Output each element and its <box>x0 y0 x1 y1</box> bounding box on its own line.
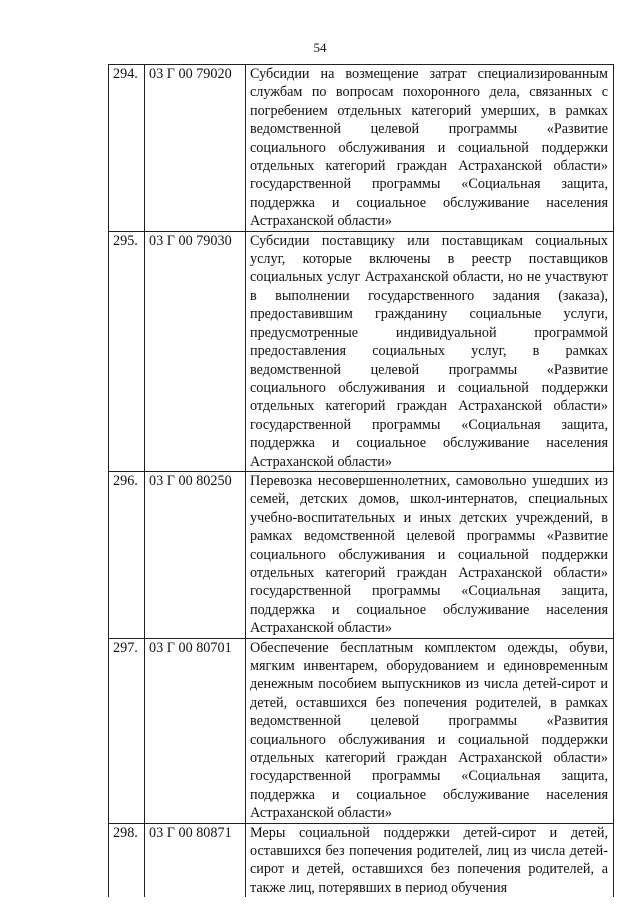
page-number: 54 <box>313 40 327 55</box>
table-row <box>109 231 614 471</box>
row-number: 295. <box>109 231 145 471</box>
row-description: Перевозка несовершеннолетних, самовольно ушедших из семей, детских домов, школ-интернатов, специальных учебно-воспитательных и иных детских учреждений, в рамках ведомственной целевой программы «Развитие социального обслуживания и социальной поддержки отдельных категорий граждан Астраханской области» государственной программы «Социальная защита, поддержка и социальное обслуживание населения Астраханской области» <box>246 471 614 638</box>
row-description <box>246 823 614 897</box>
row-description: Субсидии поставщику или поставщикам социальных услуг, которые включены в реестр поставщиков социальных услуг Астраханской области, но не участвуют в выполнении государственного задания (заказа), предоставившим гражданину социальные услуги, предусмотренные индивидуальной программой предоставления социальных услуг, в рамках ведомственной целевой программы «Развитие социального обслуживания и социальной поддержки отдельных категорий граждан Астраханской области» государственной программы «Социальная защита, поддержка и социальное обслуживание населения Астраханской области» <box>246 231 614 471</box>
row-number: 296. <box>109 471 145 638</box>
row-number: 298. <box>109 823 145 897</box>
table-row <box>109 638 614 823</box>
row-code: 03 Г 00 79020 <box>145 65 246 232</box>
table-row <box>109 471 614 638</box>
budget-classification-table <box>108 64 614 897</box>
row-code: 03 Г 00 79030 <box>145 231 246 471</box>
row-description: Субсидии на возмещение затрат специализированным службам по вопросам похоронного дела, связанных с погребением отдельных категорий умерших, в рамках ведомственной целевой программы «Развитие социального обслуживания и социальной поддержки отдельных категорий граждан Астраханской области» государственной программы «Социальная защита, поддержка и социальное обслуживание населения Астраханской области» <box>246 65 614 232</box>
row-description-text: Меры социальной поддержки детей-сирот и детей, оставшихся без попечения родителей, лиц из числа детей-сирот и детей, оставшихся без попечения родителей, а также лиц, потерявших в период обучения <box>250 824 608 896</box>
row-description: Обеспечение бесплатным комплектом одежды, обуви, мягким инвентарем, оборудованием и единовременным денежным пособием выпускников из числа детей-сирот и детей, оставшихся без попечения родителей, в рамках ведомственной целевой программы «Развития социального обслуживания и социальной поддержки отдельных категорий граждан Астраханской области» государственной программы «Социальная защита, поддержка и социальное обслуживание населения Астраханской области» <box>246 638 614 823</box>
table-row <box>109 65 614 232</box>
row-code: 03 Г 00 80250 <box>145 471 246 638</box>
row-number: 297. <box>109 638 145 823</box>
row-code: 03 Г 00 80871 <box>145 823 246 897</box>
row-code: 03 Г 00 80701 <box>145 638 246 823</box>
row-number: 294. <box>109 65 145 232</box>
table-row <box>109 823 614 897</box>
